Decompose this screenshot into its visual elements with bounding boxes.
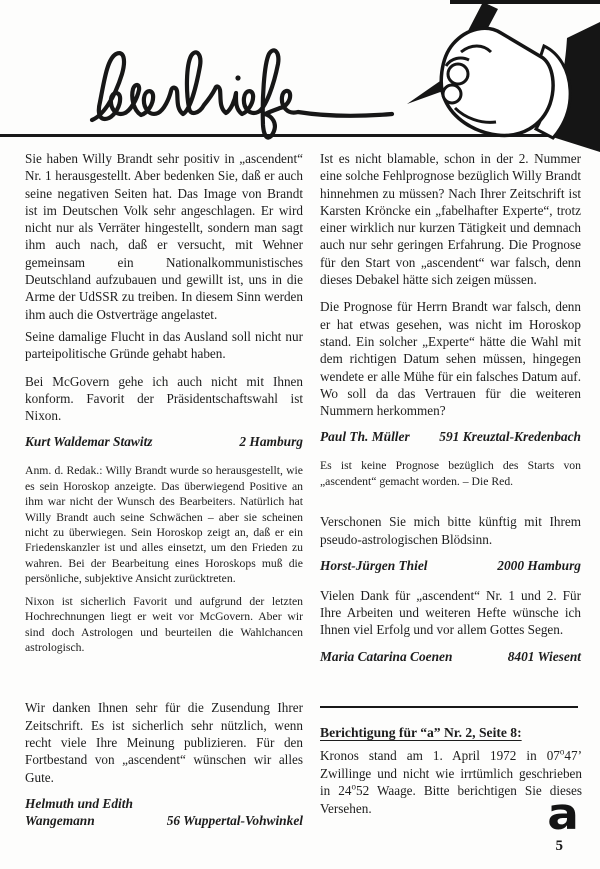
letter-coenen (320, 587, 581, 665)
signature-place: 591 Kreuztal-Kredenbach (439, 429, 581, 445)
signature (320, 648, 581, 665)
editor-note-1 (25, 463, 303, 655)
letter-paragraph: Vielen Dank für „ascendent“ Nr. 1 und 2. Für Ihre Arbeiten und weiteren Hefte wünsche ich Ihnen viel Erfolg und vor allem Gottes Segen. (320, 587, 581, 638)
separator-rule (320, 706, 578, 708)
note-paragraph: Es ist keine Prognose bezüglich des Starts von „ascendent“ gemacht worden. – Die Red. (320, 459, 581, 488)
page-number: 5 (555, 838, 563, 854)
leserbriefe-script (78, 28, 408, 146)
letter-paragraph: Die Prognose für Herrn Brandt war falsch, denn er hat etwas gesehen, was nicht im Horoskop stand. Ein solcher „Experte“ hätte die Wahl mit dem richtigen Datum sehen müssen, hingegen wendete er alle Mühe für ein falsches Datum auf. Wo soll da das Vertrauen für die weiteren Nummern herkommen? (320, 299, 581, 419)
signature-name: Maria Catarina Coenen (320, 648, 453, 664)
correction-body (320, 747, 582, 817)
letter-paragraph: Seine damalige Flucht in das Ausland soll nicht nur parteipolitische Gründe gehabt haben. (25, 328, 303, 362)
signature-name: Kurt Waldemar Stawitz (25, 434, 153, 450)
correction-text-part: 47’ Zwillinge und nicht wie irrtümlich geschrieben in 24 (320, 748, 582, 799)
signature (320, 428, 581, 445)
hand-pen-illustration (395, 0, 600, 152)
correction-heading: Berichtigung für “a” Nr. 2, Seite 8: (320, 725, 522, 740)
signature (25, 433, 303, 450)
finger-knuckle-2 (443, 85, 461, 103)
script-stroke (92, 50, 392, 137)
note-paragraph: Nixon ist sicherlich Favorit und aufgrund der letzten Hochrechnungen liegt er weit vor McGovern. Aber wir sind doch Astrologen und beurteilen die Wahlchancen astrologisch. (25, 594, 303, 654)
degree-superscript: o (351, 781, 356, 792)
letter-mueller (320, 150, 581, 445)
magazine-a-logo: a (547, 789, 579, 840)
degree-superscript: o (559, 746, 565, 757)
finger-knuckle-1 (448, 64, 468, 84)
script-i-dot (235, 75, 240, 80)
correction-text-part: 52 Waage. Bitte berichtigen Sie dieses Versehen. (320, 783, 582, 816)
signature (320, 557, 581, 574)
letter-stawitz (25, 150, 303, 450)
correction-text-part: Kronos stand am 1. April 1972 in 07 (320, 748, 560, 763)
signature (25, 795, 303, 829)
signature-name-line1: Helmuth und Edith (25, 795, 133, 811)
signature-place: 2 Hamburg (239, 434, 303, 450)
signature-name: Horst-Jürgen Thiel (320, 557, 428, 573)
letter-paragraph: Bei McGovern gehe ich auch nicht mit Ihnen konform. Favorit der Präsidentschaftswahl ist Nixon. (25, 373, 303, 424)
letter-paragraph: Sie haben Willy Brandt sehr positiv in „ascendent“ Nr. 1 herausgestellt. Aber bedenken Sie, daß er auch seine negativen Seiten hat. Das Image von Brandt ist im Deutschen Volk sehr angeschlagen. Er wird nicht nur als Verräter hingestellt, sondern man sagt ihm auch nach, daß er versucht, mit Wehner gemeinsam ein Nationalkommunistisches Deutschland aufzubauen und gewillt ist, uns in die Arme der UdSSR zu treiben. In diesem Sinn werden ihm auch die Ostverträge angelastet. (25, 151, 303, 322)
signature-place: 8401 Wiesent (507, 648, 581, 664)
letter-paragraph: Verschonen Sie mich bitte künftig mit Ihrem pseudo-astrologischen Blödsinn. (320, 514, 581, 547)
signature-place: 56 Wuppertal-Vohwinkel (166, 812, 303, 828)
note-paragraph: Anm. d. Redak.: Willy Brandt wurde so herausgestellt, wie es sein Horoskop anzeigte. Das überwiegend Positive an ihm war nicht der Wunsch des Bearbeiters. Natürlich hat Willy Brandt auch seine Schwächen – aber sie scheinen nicht zu überwiegen. Sein Horoskop zeigt an, daß er ein Friedenskanzler ist und alles einsetzt, um den Frieden zu wahren. Bei der Bearbeitung eines Horoskops muß die persönliche, subjektive Ansicht zurücktreten. (25, 464, 303, 586)
top-border-bar (450, 0, 600, 4)
correction-notice (320, 724, 582, 817)
editor-note-2 (320, 458, 581, 489)
signature-name-line2: Wangemann (25, 812, 95, 828)
right-column (320, 150, 581, 665)
letter-paragraph: Ist es nicht blamable, schon in der 2. Nummer eine solche Fehlprognose bezüglich Willy Brandt hinnehmen zu müssen? Nach Ihrer Zeitschrift ist Karsten Kröncke ein „fabelhafter Experte“, trotz einer wirklich nur kurzen Tätigkeit und demnach auch nur sehr geringen Erfahrung. Die Prognose für den Start von „ascendent“ war falsch, denn dieses Debakel hätte sich zeigen müssen. (320, 151, 581, 288)
left-column (25, 150, 303, 829)
letter-paragraph: Wir danken Ihnen sehr für die Zusendung Ihrer Zeitschrift. Es ist sicherlich sehr nützlich, wenn recht viele Ihre Meinung publizieren. Für den Fortbestand von „ascendent“ wünschen wir alles Gute. (25, 700, 303, 785)
letter-thiel (320, 513, 581, 574)
signature-place: 2000 Hamburg (497, 557, 581, 573)
signature-name: Paul Th. Müller (320, 429, 410, 445)
letter-wangemann (25, 699, 303, 828)
